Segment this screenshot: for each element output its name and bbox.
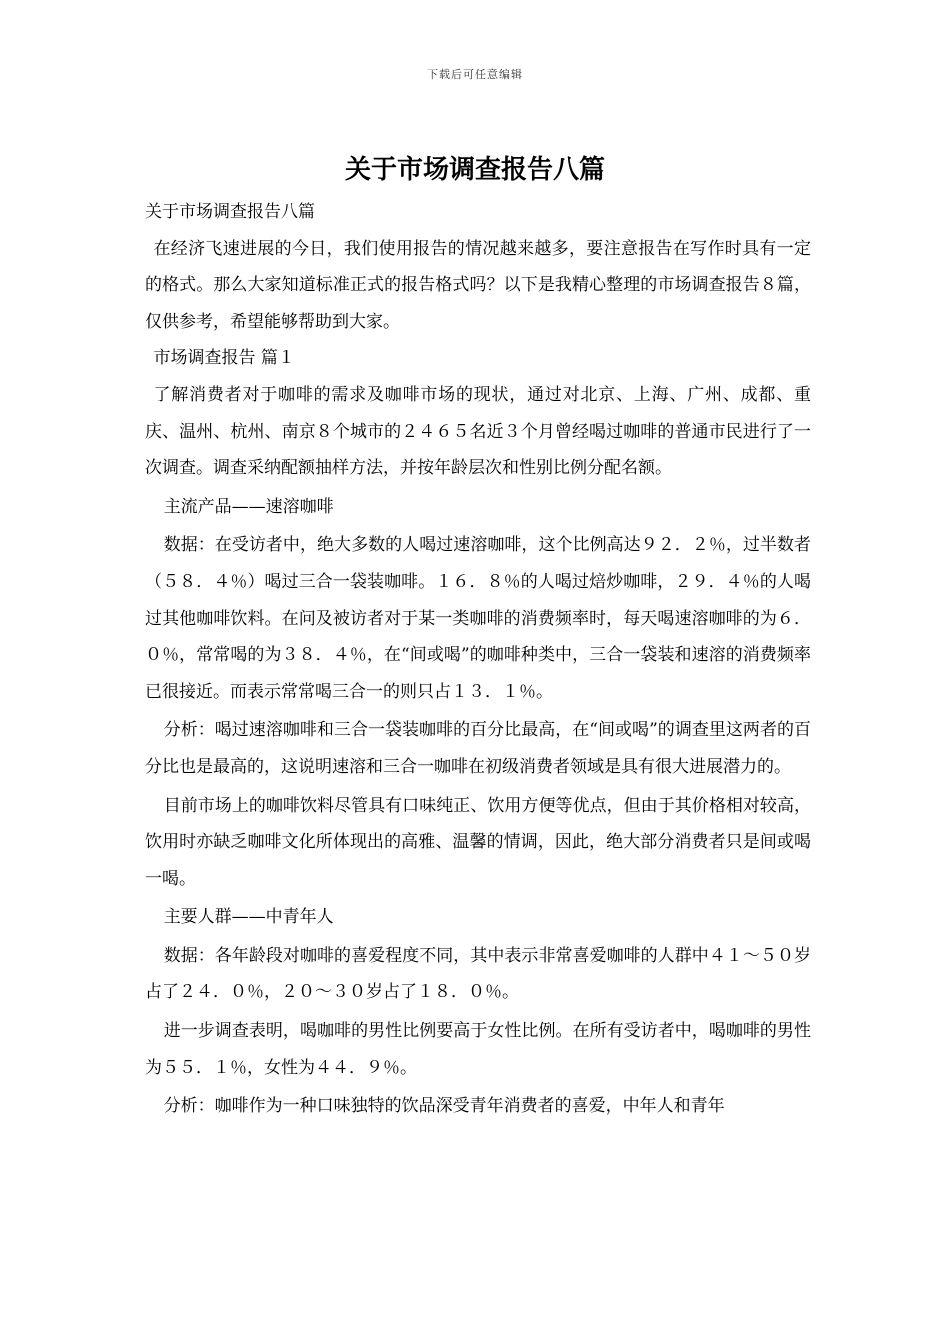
paragraph-analysis-population: 分析：咖啡作为一种口味独特的饮品深受青年消费者的喜爱，中年人和青年 [163, 1096, 725, 1117]
paragraph-data-gender: 进一步调查表明，喝咖啡的男性比例要高于女性比例。在所有受访者中，喝咖啡的男性为５５．１％，女性为４４．９％。 [145, 1021, 811, 1078]
document-title: 关于市场调查报告八篇 [344, 155, 605, 185]
document-body [145, 194, 811, 1125]
paragraph-subtitle: 关于市场调查报告八篇 [145, 202, 315, 222]
paragraph-data-products: 数据：在受访者中，绝大多数的人喝过速溶咖啡，这个比例高达９２．２％，过半数者（５８．４％）喝过三合一袋装咖啡。１６．８％的人喝过焙炒咖啡，２９．４％的人喝过其他咖啡饮料。在问及被访者对于某一类咖啡的消费频率时，每天喝速溶咖啡的为６．０％，常常喝的为３８．４％，在“间或喝”的咖啡种类中，三合一袋装和速溶的消费频率已很接近。而表示常常喝三合一的则只占１３．１％。 [145, 535, 811, 702]
paragraph-analysis-products: 分析：喝过速溶咖啡和三合一袋装咖啡的百分比最高，在“间或喝”的调查里这两者的百分比也是最高的，这说明速溶和三合一咖啡在初级消费者领域是具有很大进展潜力的。 [145, 720, 811, 777]
paragraph-survey-overview: 了解消费者对于咖啡的需求及咖啡市场的现状，通过对北京、上海、广州、成都、重庆、温州、杭州、南京８个城市的２４６５名近３个月曾经喝过咖啡的普通市民进行了一次调查。调查采纳配额抽样方法，并按年龄层次和性别比例分配名额。 [145, 384, 811, 479]
paragraph-section-heading: 市场调查报告 篇１ [153, 348, 295, 369]
paragraph-data-age: 数据：各年龄段对咖啡的喜爱程度不同，其中表示非常喜爱咖啡的人群中４１～５０岁占了２４．０％，２０～３０岁占了１８．０％。 [145, 945, 811, 1003]
paragraph-subheading-population: 主要人群——中青年人 [163, 907, 334, 928]
paragraph-market-status: 目前市场上的咖啡饮料尽管具有口味纯正、饮用方便等优点，但由于其价格相对较高，饮用时亦缺乏咖啡文化所体现出的高雅、温馨的情调，因此，绝大部分消费者只是间或喝一喝。 [145, 795, 811, 889]
page-header-note: 下载后可任意编辑 [427, 68, 523, 81]
paragraph-intro: 在经济飞速进展的今日，我们使用报告的情况越来越多，要注意报告在写作时具有一定的格式。那么大家知道标准正式的报告格式吗？以下是我精心整理的市场调查报告８篇，仅供参考，希望能够帮助到大家。 [145, 238, 811, 332]
paragraph-subheading-products: 主流产品——速溶咖啡 [163, 496, 334, 517]
